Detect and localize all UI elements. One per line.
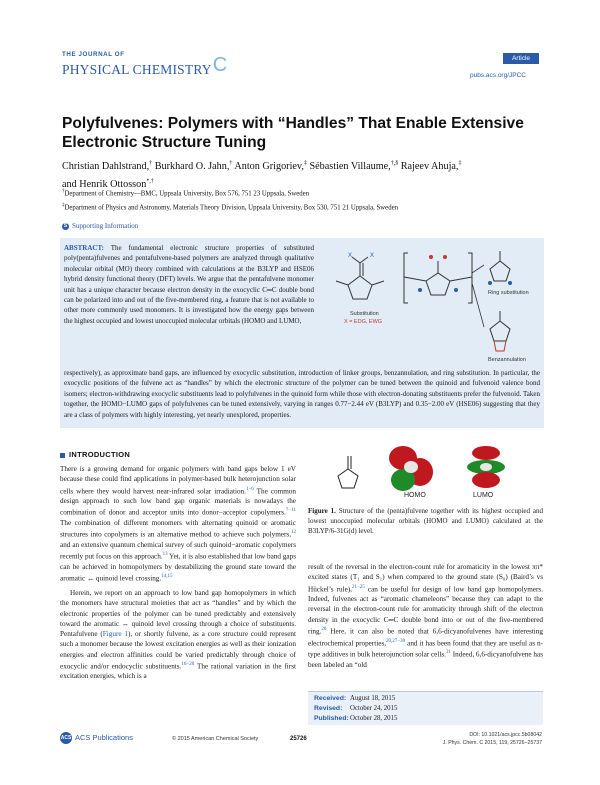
author[interactable]: Burkhard O. Jahn,† <box>154 161 233 173</box>
citation-link[interactable]: 7−11 <box>285 508 296 514</box>
published-date: Published:October 28, 2015 <box>314 715 398 722</box>
author[interactable]: Anton Grigoriev,‡ <box>234 161 307 173</box>
toc-arrow <box>472 265 484 273</box>
fulvene-structure <box>338 456 358 488</box>
journal-link[interactable]: pubs.acs.org/JPCC <box>470 72 526 79</box>
journal-logo <box>62 51 242 79</box>
doi-citation <box>418 731 542 747</box>
section-heading-introduction: INTRODUCTION <box>60 450 130 459</box>
citation-link[interactable]: 31 <box>445 650 451 656</box>
toc-edg-ewg-label: X = EDG, EWG <box>344 319 383 325</box>
fulvene-structure-left <box>336 257 384 299</box>
lumo-label: LUMO <box>473 492 494 499</box>
acs-logo-icon: ACS <box>60 732 72 744</box>
article-badge: Article <box>503 53 539 64</box>
substituent-dot <box>429 255 433 259</box>
toc-substitution-label: Substitution <box>350 311 379 317</box>
toc-ring-substitution-label: Ring substitution <box>488 290 529 296</box>
copyright: © 2015 American Chemical Society <box>172 736 259 742</box>
substituent-dot <box>443 255 447 259</box>
toc-graphic <box>320 243 540 365</box>
toc-x-label: X <box>370 253 375 259</box>
citation-link[interactable]: 26 <box>321 626 327 632</box>
homo-orbital <box>389 446 433 491</box>
abstract-label: ABSTRACT: <box>64 244 104 252</box>
article-title: Polyfulvenes: Polymers with “Handles” That Enable Extensive Electronic Structure Tuning <box>62 115 524 151</box>
journal-letter: C <box>212 54 228 76</box>
received-dates-box <box>308 691 543 725</box>
author[interactable]: Rajeev Ahuja,‡ <box>400 161 462 173</box>
page-number: 25726 <box>290 736 307 742</box>
toc-x-label: X <box>348 253 353 259</box>
figure-1 <box>308 440 543 500</box>
abstract-text-continued: respectively), as approximate band gaps, are influenced by exocyclic substitution, introduction of linker groups, benzannulation, and ring substitution. In particular, the exocyclic positions of the fulvene act as “handles” by which the electronic structure of the polymer can be tuned between the quinoid and fulvenoid valence bond isomers; electron-withdrawing exocyclic substituents lead to polyfulvenes in the quinoid form while those with electron-donating substituents prefer the fulvenoid. Taken together, the HOMO−LUMO gaps of polyfulvenes can be tuned extensively, varying in ranges 0.77−2.44 eV (B3LYP) and 0.35−2.00 eV (HSE06) suggesting that they are a class of polymers with highly interesting, yet nearly unexplored, properties. <box>64 369 540 419</box>
figure-1-caption: Figure 1. Structure of the (penta)fulvene together with its highest occupied and lowest unoccupied molecular orbitals (HOMO and LUMO) calculated at the B3LYP/6-31G(d) level. <box>308 507 543 535</box>
substituent-dot <box>454 288 458 292</box>
affiliation: †Department of Chemistry—BMC, Uppsala University, Box 576, 751 23 Uppsala, Sweden <box>62 189 310 198</box>
ring-substitution-structure <box>490 251 510 281</box>
homo-label: HOMO <box>404 492 426 499</box>
author[interactable]: Christian Dahlstrand,† <box>62 161 153 173</box>
abstract-text: ABSTRACT: The fundamental electronic structure properties of substituted poly(penta)fulvenes and pentafulvene-based polymers are analyzed through qualitative molecular orbital (MO) theory combined with calculations at the B3LYP and HSE06 hybrid density functional theory (DFT) levels. We argue that the pentafulvene monomer unit has a unique character because electron density in the exocyclic C═C double bond can be polarized into and out of the five-membered ring, a feature that is not available to other more commonly used monomers. It is investigated how the energy gaps between the highest occupied and lowest unoccupied molecular orbitals (HOMO and LUMO, <box>64 244 315 325</box>
substituent-dot <box>488 281 492 285</box>
journal-line1: THE JOURNAL OF <box>62 51 125 58</box>
supporting-info-link[interactable]: S Supporting Information <box>63 222 139 230</box>
citation-link[interactable]: 1−6 <box>245 486 254 492</box>
citation-link[interactable]: 20,27−30 <box>386 638 406 644</box>
section-square-icon <box>60 453 65 458</box>
intro-paragraph-1: There is a growing demand for organic polymers with band gaps below 1 eV because these could find applications in polymer-based bulk heterojunction solar cells where they would harvest near-infrared solar irradiation.$^{1-6}$ The common design approach to such low band gap organic materials is nowadays the combination of donor and acceptor units into donor−acceptor copolymers.$^{7-11}$ The combination of different monomers with alternating quinoid or aromatic structures into copolymers is an alternative method to achieve such polymers,$^{12}$ and an extensive quantum chemical survey of such quinoid−aromatic copolymers recently put focus on this approach.$^{13}$ Yet, it is also established that low band gaps can be achieved in homopolymers by destabilizing the ground state toward the aromatic ↔ quinoid level crossing.$^{14,15}$ <box>60 465 296 583</box>
revised-date: Revised: October 24, 2015 <box>314 705 398 712</box>
affiliation: ‡Department of Physics and Astronomy, Materials Theory Division, Uppsala University, Box 530, 751 21 Uppsala, Sweden <box>62 203 399 212</box>
intro-paragraph-2: Herein, we report on an approach to low band gap homopolymers in which the monomers have structural moieties that act as “handles” and by which the electronic properties of the polymer can be tuned predictably and extensively toward the aromatic ↔ quinoid level crossing through a choice of substituents. Pentafulvene (Figure 1), or shortly fulvene, as a core structure could represent such a monomer because the lowest excitation energies as well as their ionization energies and electron affinities could be varied predictably through choice of exocyclic and/or endocyclic substituents.$^{16-20}$ The rational variation in the first excitation energies, which is a <box>60 589 297 681</box>
doi-link[interactable]: DOI: 10.1021/acs.jpcc.5b08042 <box>469 732 542 738</box>
citation-link[interactable]: 13 <box>162 552 168 558</box>
citation-link[interactable]: 12 <box>291 530 296 536</box>
citation-link[interactable]: 14,15 <box>161 574 173 580</box>
polymer-bracket <box>404 253 472 303</box>
substituent-dot <box>508 281 512 285</box>
author[interactable]: Sébastien Villaume,†,§ <box>309 161 399 173</box>
toc-benzannulation-label: Benzannulation <box>488 357 526 363</box>
author[interactable]: and Henrik Ottosson*,† <box>62 178 154 190</box>
supporting-info-icon: S <box>63 222 68 229</box>
lumo-orbital <box>467 446 505 488</box>
benzannulation-structure <box>490 311 510 351</box>
substituent-dot <box>418 288 422 292</box>
right-column-paragraph: result of the reversal in the electron-count rule for aromaticity in the lowest ππ* excited states (T₁ and S₁) when compared to the ground state (S₀) (Baird’s vs Hückel’s rule),$^{21-25}$ can be useful for design of low band gap homopolymers. Indeed, fulvenes act as “aromatic chameleons” because they can adapt to the reversal in the electron-count rule for aromaticity through shift of the electron density in the exocyclic C═C double bond into or out of the five-membered ring.$^{26}$ Here, it can also be noted that 6,6-dicyanofulvenes have interesting electrochemical properties,$^{20,27-30}$ and it has been found that they are useful as n-type additives in bulk heterojunction solar cells.$^{31}$ Indeed, 6,6-dicyanofulvene has been labeled an “old <box>308 563 543 669</box>
acs-publications-logo[interactable]: ACS ACS Publications <box>60 732 140 746</box>
author-list <box>62 157 542 192</box>
journal-citation: J. Phys. Chem. C 2015, 119, 25726−25737 <box>442 740 542 746</box>
citation-link[interactable]: 21−25 <box>351 584 365 590</box>
journal-line2: PHYSICAL CHEMISTRYC <box>62 54 228 77</box>
figure-1-link[interactable]: Figure 1 <box>102 630 128 638</box>
toc-arrow <box>472 283 484 327</box>
citation-link[interactable]: 16−20 <box>181 661 195 667</box>
received-date: Received: August 18, 2015 <box>314 695 396 702</box>
